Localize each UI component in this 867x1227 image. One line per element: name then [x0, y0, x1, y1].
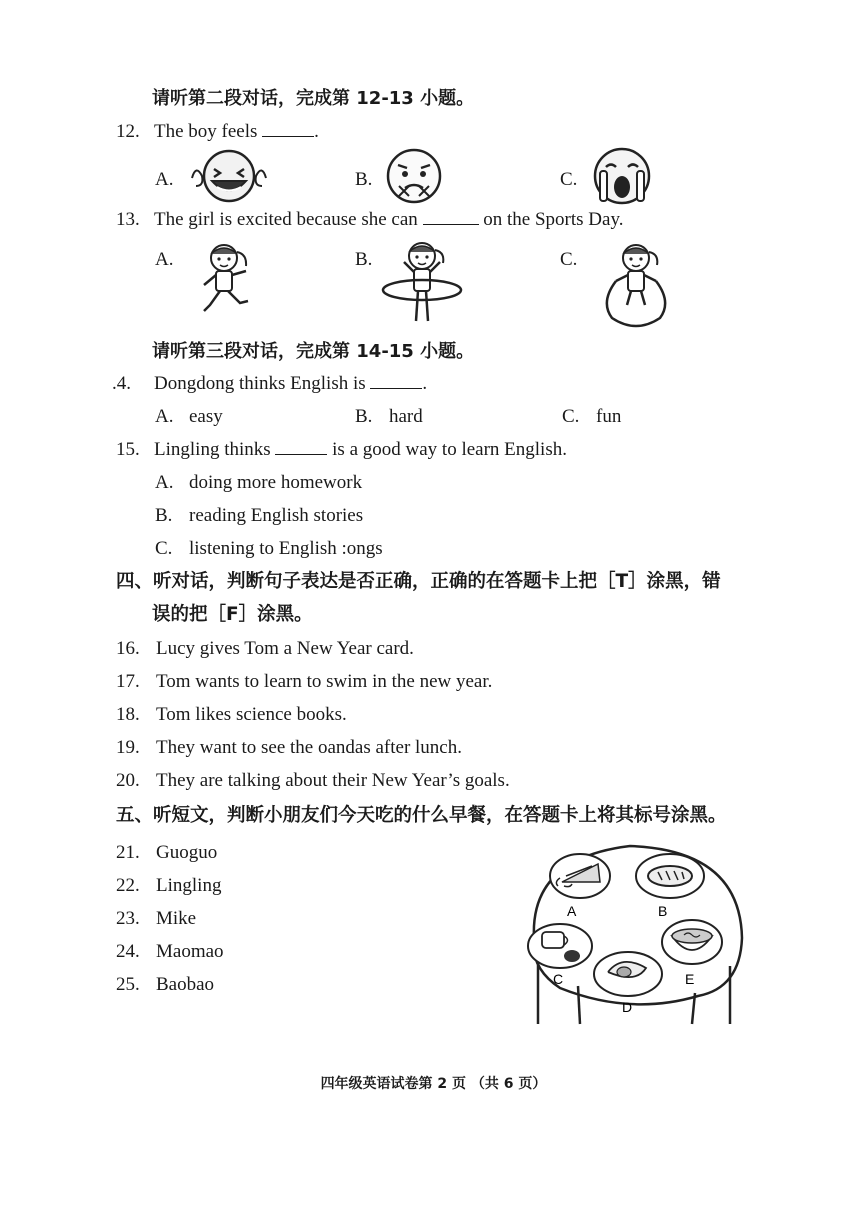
option-b	[355, 405, 423, 429]
girl-hula-hoop-icon	[380, 238, 464, 326]
breakfast-table-illustration	[520, 838, 750, 1030]
question-stem: The boy feels	[154, 121, 258, 142]
option-letter: B.	[155, 505, 173, 526]
list-item	[116, 940, 224, 964]
option-letter: C.	[562, 406, 580, 427]
question-12	[116, 120, 319, 144]
list-item	[116, 703, 347, 727]
option-letter: B.	[355, 249, 373, 270]
item-number: 21.	[116, 842, 140, 863]
option-letter: B.	[355, 169, 373, 190]
option-letter: B.	[355, 406, 373, 427]
item-number: 20.	[116, 770, 140, 791]
option-a	[155, 471, 362, 495]
question-number: 12.	[116, 121, 140, 142]
item-name: Baobao	[156, 974, 215, 995]
section-instruction: 请听第二段对话，完成第 12-13 小题。	[152, 88, 475, 109]
laughing-face-icon	[188, 148, 270, 204]
option-text: hard	[389, 406, 423, 427]
question-number: .4.	[112, 373, 131, 394]
option-a	[155, 405, 223, 429]
option-text: doing more homework	[189, 472, 363, 493]
worried-face-icon	[385, 148, 443, 204]
list-item	[116, 637, 414, 661]
plate-c	[528, 924, 592, 968]
item-number: 17.	[116, 671, 140, 692]
girl-running-icon	[196, 240, 258, 324]
option-letter: A.	[155, 406, 174, 427]
item-text: They are talking about their New Year’s goals.	[156, 770, 510, 791]
list-item	[116, 670, 492, 694]
option-letter: C.	[155, 538, 173, 559]
question-stem: The girl is excited because she can	[154, 209, 418, 230]
plate-label-c: C	[553, 971, 564, 987]
question-stem-end: .	[422, 373, 428, 394]
option-text: listening to English :ongs	[189, 538, 383, 559]
question-14	[112, 372, 427, 396]
option-text: reading English stories	[189, 505, 364, 526]
option-text: easy	[189, 406, 223, 427]
option-c	[155, 537, 383, 561]
answer-blank	[370, 372, 422, 389]
section-instruction: 请听第三段对话，完成第 14-15 小题。	[152, 341, 475, 362]
option-b	[155, 504, 363, 528]
girl-jump-rope-icon	[598, 240, 674, 330]
list-item	[116, 736, 462, 760]
plate-d	[594, 952, 662, 996]
answer-blank	[423, 208, 479, 225]
list-item	[116, 874, 221, 898]
item-number: 19.	[116, 737, 140, 758]
option-letter: A.	[155, 169, 174, 190]
plate-label-b: B	[658, 903, 668, 919]
plate-e	[662, 920, 722, 964]
list-item	[116, 841, 217, 865]
item-number: 22.	[116, 875, 140, 896]
item-name: Guoguo	[156, 842, 218, 863]
plate-label-e: E	[685, 971, 695, 987]
list-item	[116, 769, 510, 793]
item-name: Maomao	[156, 941, 224, 962]
option-letter: A.	[155, 472, 174, 493]
question-13	[116, 208, 623, 232]
option-letter: C.	[560, 249, 578, 270]
part4-heading-cont: 误的把［F］涂黑。	[152, 604, 313, 625]
item-text: Tom wants to learn to swim in the new year.	[156, 671, 493, 692]
item-number: 24.	[116, 941, 140, 962]
plate-label-a: A	[567, 903, 577, 919]
option-c	[562, 405, 621, 429]
question-stem: Dongdong thinks English is	[154, 373, 366, 394]
item-number: 25.	[116, 974, 140, 995]
question-stem-end: is a good way to learn English.	[332, 439, 567, 460]
question-stem: Lingling thinks	[154, 439, 271, 460]
list-item	[116, 973, 214, 997]
question-15	[116, 438, 567, 462]
question-stem-end: .	[314, 121, 319, 142]
answer-blank	[275, 438, 327, 455]
question-stem-end: on the Sports Day.	[483, 209, 624, 230]
item-name: Mike	[156, 908, 197, 929]
item-text: They want to see the oandas after lunch.	[156, 737, 462, 758]
plate-label-d: D	[622, 999, 633, 1015]
question-number: 13.	[116, 209, 140, 230]
item-text: Lucy gives Tom a New Year card.	[156, 638, 414, 659]
item-number: 23.	[116, 908, 140, 929]
item-number: 18.	[116, 704, 140, 725]
item-name: Lingling	[156, 875, 222, 896]
part4-heading: 四、听对话，判断句子表达是否正确，正确的在答题卡上把［T］涂黑，错	[116, 571, 721, 592]
page-footer: 四年级英语试卷第 2 页 （共 6 页）	[320, 1076, 547, 1092]
option-text: fun	[596, 406, 622, 427]
list-item	[116, 907, 196, 931]
item-text: Tom likes science books.	[156, 704, 347, 725]
question-number: 15.	[116, 439, 140, 460]
part5-heading: 五、听短文，判断小朋友们今天吃的什么早餐，在答题卡上将其标号涂黑。	[116, 805, 727, 826]
crying-face-icon	[592, 147, 652, 205]
option-letter: C.	[560, 169, 578, 190]
plate-a	[550, 854, 610, 898]
item-number: 16.	[116, 638, 140, 659]
plate-b	[636, 854, 704, 898]
option-letter: A.	[155, 249, 174, 270]
answer-blank	[262, 120, 314, 137]
